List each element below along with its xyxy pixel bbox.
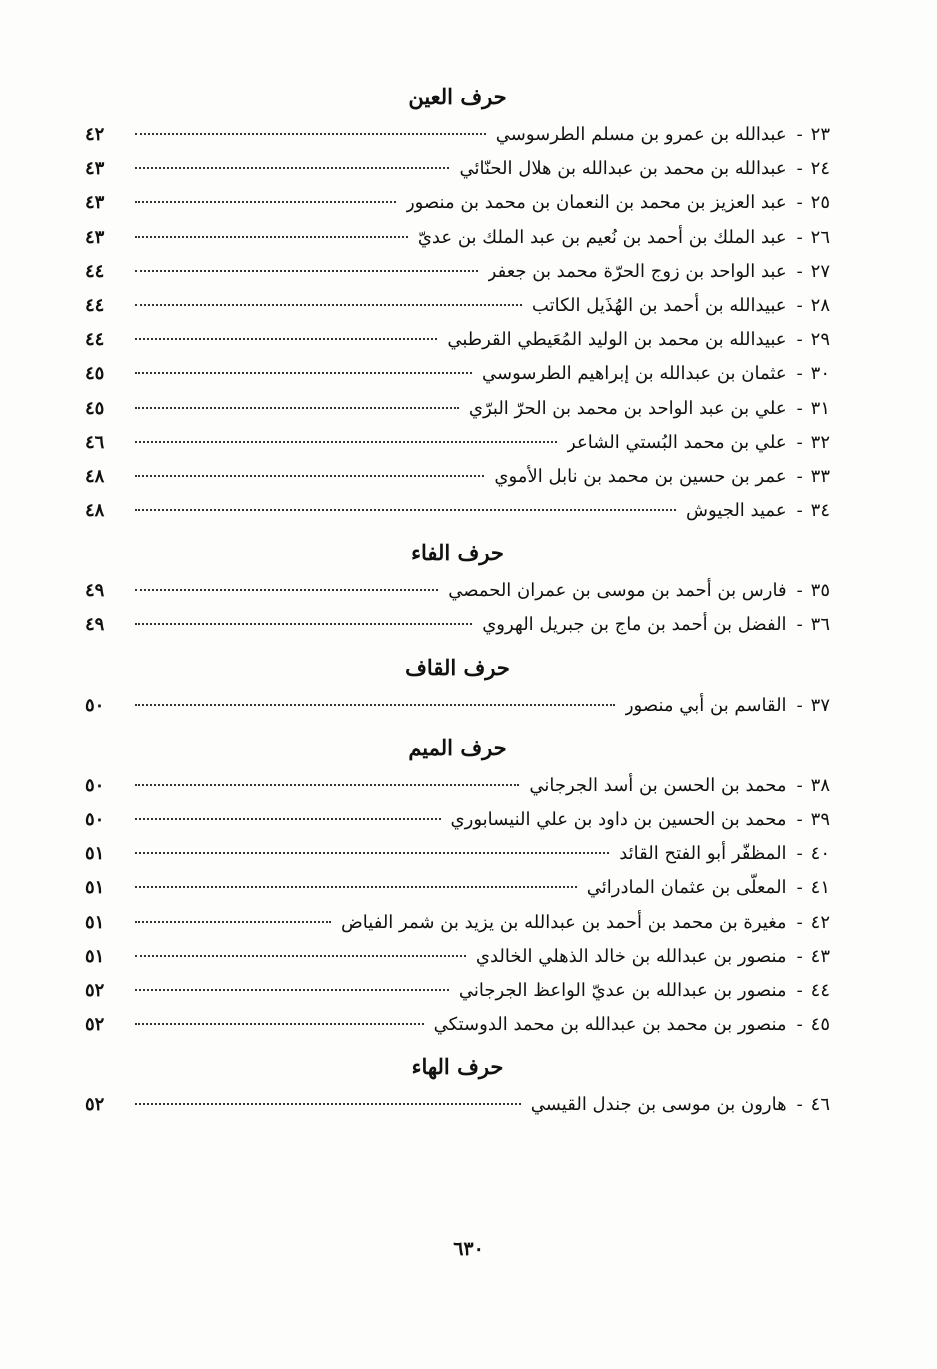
toc-entry (85, 460, 830, 494)
entry-page-number: ٥١ (85, 877, 105, 899)
entry-title: عبيدالله بن أحمد بن الهُذَيل الكاتب (531, 294, 787, 316)
entry-dash: - (796, 877, 803, 899)
entry-number: ٢٤ (810, 158, 830, 180)
entry-number: ٣٠ (810, 363, 830, 385)
entry-page-number: ٤٤ (85, 260, 105, 282)
entry-page-number: ٤٤ (85, 329, 105, 351)
entry-title: منصور بن عبدالله بن خالد الذهلي الخالدي (475, 945, 787, 967)
entry-dash: - (796, 294, 803, 316)
dot-leader (135, 167, 449, 169)
entry-title: محمد بن الحسن بن أسد الجرجاني (529, 774, 787, 796)
dot-leader (135, 589, 438, 591)
toc-entry (85, 871, 830, 905)
dot-leader (135, 989, 449, 991)
entry-page-number: ٤٨ (85, 465, 105, 487)
entry-page-number: ٤٣ (85, 192, 105, 214)
dot-leader (135, 704, 615, 706)
entry-number: ٣١ (810, 397, 830, 419)
entry-number: ٤١ (810, 877, 830, 899)
entry-number: ٣٤ (810, 500, 830, 522)
dot-leader (135, 475, 484, 477)
entry-title: فارس بن أحمد بن موسى بن عمران الحمصي (448, 580, 787, 602)
dot-leader (135, 133, 486, 135)
entry-number: ٢٧ (810, 260, 830, 282)
section-heading: حرف الهاء (411, 1054, 504, 1080)
entry-title: المظفّر أبو الفتح القائد (619, 843, 787, 865)
entry-dash: - (796, 945, 803, 967)
entry-dash: - (796, 774, 803, 796)
entry-dash: - (796, 431, 803, 453)
toc-entry (85, 574, 830, 608)
entry-number: ٣٢ (810, 431, 830, 453)
entry-number: ٤٦ (810, 1094, 830, 1116)
entry-page-number: ٤٢ (85, 124, 105, 145)
entry-title: علي بن محمد البُستي الشاعر (567, 431, 787, 453)
toc-entry (85, 769, 830, 803)
toc-entry (85, 289, 830, 323)
entry-page-number: ٥٢ (85, 1014, 105, 1036)
toc-entry (85, 837, 830, 871)
entry-page-number: ٤٣ (85, 226, 105, 248)
toc-entry (85, 221, 830, 255)
dot-leader (135, 1023, 424, 1025)
toc-entry (85, 940, 830, 974)
entry-page-number: ٥١ (85, 843, 105, 865)
entry-dash: - (796, 500, 803, 522)
dot-leader (135, 441, 557, 443)
entry-page-number: ٥١ (85, 945, 105, 967)
dot-leader (135, 304, 522, 306)
dot-leader (135, 338, 437, 340)
toc-entry (85, 186, 830, 220)
entry-dash: - (796, 580, 803, 602)
entry-dash: - (796, 1014, 803, 1036)
entry-dash: - (796, 979, 803, 1001)
entry-number: ٢٨ (810, 294, 830, 316)
entry-number: ٤٤ (810, 979, 830, 1001)
entry-page-number: ٤٣ (85, 158, 105, 180)
section-heading: حرف العين (408, 84, 507, 109)
toc-entry (85, 426, 830, 460)
entry-page-number: ٥٢ (85, 1094, 105, 1116)
entry-title: محمد بن الحسين بن داود بن علي النيسابوري (450, 809, 787, 830)
section-heading: حرف الميم (408, 734, 507, 760)
dot-leader (135, 852, 609, 854)
entry-number: ٤٣ (810, 945, 830, 967)
toc-entry (85, 152, 830, 186)
entry-page-number: ٥٠ (85, 694, 105, 716)
entry-number: ٢٦ (810, 226, 830, 248)
entry-title: مغيرة بن محمد بن أحمد بن عبدالله بن يزيد بن شمر الفياض (341, 911, 787, 933)
entry-number: ٤٥ (810, 1014, 830, 1036)
entry-dash: - (796, 329, 803, 351)
entry-dash: - (796, 192, 803, 214)
entry-number: ٣٣ (810, 465, 830, 487)
entry-title: المعلّى بن عثمان المادرائي (586, 877, 787, 899)
entry-number: ٣٧ (810, 694, 830, 716)
entry-number: ٣٩ (810, 809, 830, 830)
toc-entry (85, 1088, 830, 1122)
entry-dash: - (796, 226, 803, 248)
entry-dash: - (796, 911, 803, 933)
toc-entry (85, 608, 830, 642)
entry-dash: - (796, 843, 803, 865)
section-heading: حرف الفاء (411, 540, 504, 566)
section-heading: حرف القاف (405, 654, 510, 680)
entry-page-number: ٥٠ (85, 809, 105, 830)
entry-number: ٣٨ (810, 774, 830, 796)
entry-number: ٣٦ (810, 614, 830, 636)
entry-dash: - (796, 1094, 803, 1116)
entry-page-number: ٥٢ (85, 979, 105, 1001)
toc-entry (85, 1008, 830, 1042)
dot-leader (135, 1103, 521, 1105)
entry-page-number: ٤٦ (85, 431, 105, 453)
toc-entry (85, 906, 830, 940)
entry-title: منصور بن محمد بن عبدالله بن محمد الدوستكي (433, 1014, 787, 1036)
entry-dash: - (796, 397, 803, 419)
entry-dash: - (796, 363, 803, 385)
toc-entry (85, 323, 830, 357)
entry-page-number: ٤٨ (85, 500, 105, 522)
toc-entry (85, 392, 830, 426)
entry-page-number: ٤٥ (85, 397, 105, 419)
toc-entry (85, 494, 830, 528)
entry-number: ٢٣ (810, 124, 830, 145)
entry-dash: - (796, 158, 803, 180)
entry-title: عبد الملك بن أحمد بن نُعيم بن عبد الملك بن عديّ (417, 226, 787, 248)
entry-title: الفضل بن أحمد بن ماج بن جبريل الهروي (482, 614, 787, 636)
dot-leader (135, 270, 478, 272)
dot-leader (135, 921, 331, 923)
entry-page-number: ٤٤ (85, 294, 105, 316)
entry-title: هارون بن موسى بن جندل القيسي (530, 1094, 787, 1116)
toc-entry (85, 803, 830, 837)
entry-page-number: ٤٩ (85, 580, 105, 602)
entry-title: عثمان بن عبدالله بن إبراهيم الطرسوسي (482, 363, 787, 385)
toc-entry (85, 255, 830, 289)
entry-dash: - (796, 809, 803, 830)
entry-title: القاسم بن أبي منصور (624, 694, 787, 716)
toc-entry (85, 689, 830, 723)
dot-leader (135, 201, 396, 203)
entry-title: عبد العزيز بن محمد بن النعمان بن محمد بن منصور (405, 192, 787, 214)
entry-number: ٤٢ (810, 911, 830, 933)
entry-title: عبيدالله بن محمد بن الوليد المُعَيطي القرطبي (447, 329, 787, 351)
toc-entry (85, 118, 830, 152)
dot-leader (135, 886, 577, 888)
entry-number: ٢٥ (810, 192, 830, 214)
entry-dash: - (796, 614, 803, 636)
entry-title: منصور بن عبدالله بن عديّ الواعظ الجرجاني (458, 979, 787, 1001)
toc-entry (85, 357, 830, 391)
entry-dash: - (796, 260, 803, 282)
entry-number: ٢٩ (810, 329, 830, 351)
entry-title: عبد الواحد بن زوج الحرّة محمد بن جعفر (487, 260, 787, 282)
entry-title: عمر بن حسين بن محمد بن نابل الأموي (494, 465, 787, 487)
entry-title: علي بن عبد الواحد بن محمد بن الحرّ البرّي (468, 397, 787, 419)
dot-leader (135, 818, 441, 820)
entry-page-number: ٤٥ (85, 363, 105, 385)
dot-leader (135, 407, 459, 409)
entry-number: ٣٥ (810, 580, 830, 602)
dot-leader (135, 784, 519, 786)
entry-page-number: ٥١ (85, 911, 105, 933)
entry-title: عميد الجيوش (686, 500, 787, 522)
toc-entry (85, 974, 830, 1008)
entry-dash: - (796, 694, 803, 716)
dot-leader (135, 236, 408, 238)
dot-leader (135, 509, 676, 511)
table-of-contents (85, 80, 830, 1123)
page-number: ٦٣٠ (453, 1238, 484, 1260)
entry-page-number: ٥٠ (85, 774, 105, 796)
entry-title: عبدالله بن عمرو بن مسلم الطرسوسي (495, 124, 787, 145)
entry-page-number: ٤٩ (85, 614, 105, 636)
dot-leader (135, 372, 472, 374)
entry-dash: - (796, 465, 803, 487)
entry-title: عبدالله بن محمد بن عبدالله بن هلال الحنّائي (459, 158, 787, 180)
dot-leader (135, 623, 472, 625)
entry-number: ٤٠ (810, 843, 830, 865)
entry-dash: - (796, 124, 803, 145)
dot-leader (135, 955, 466, 957)
